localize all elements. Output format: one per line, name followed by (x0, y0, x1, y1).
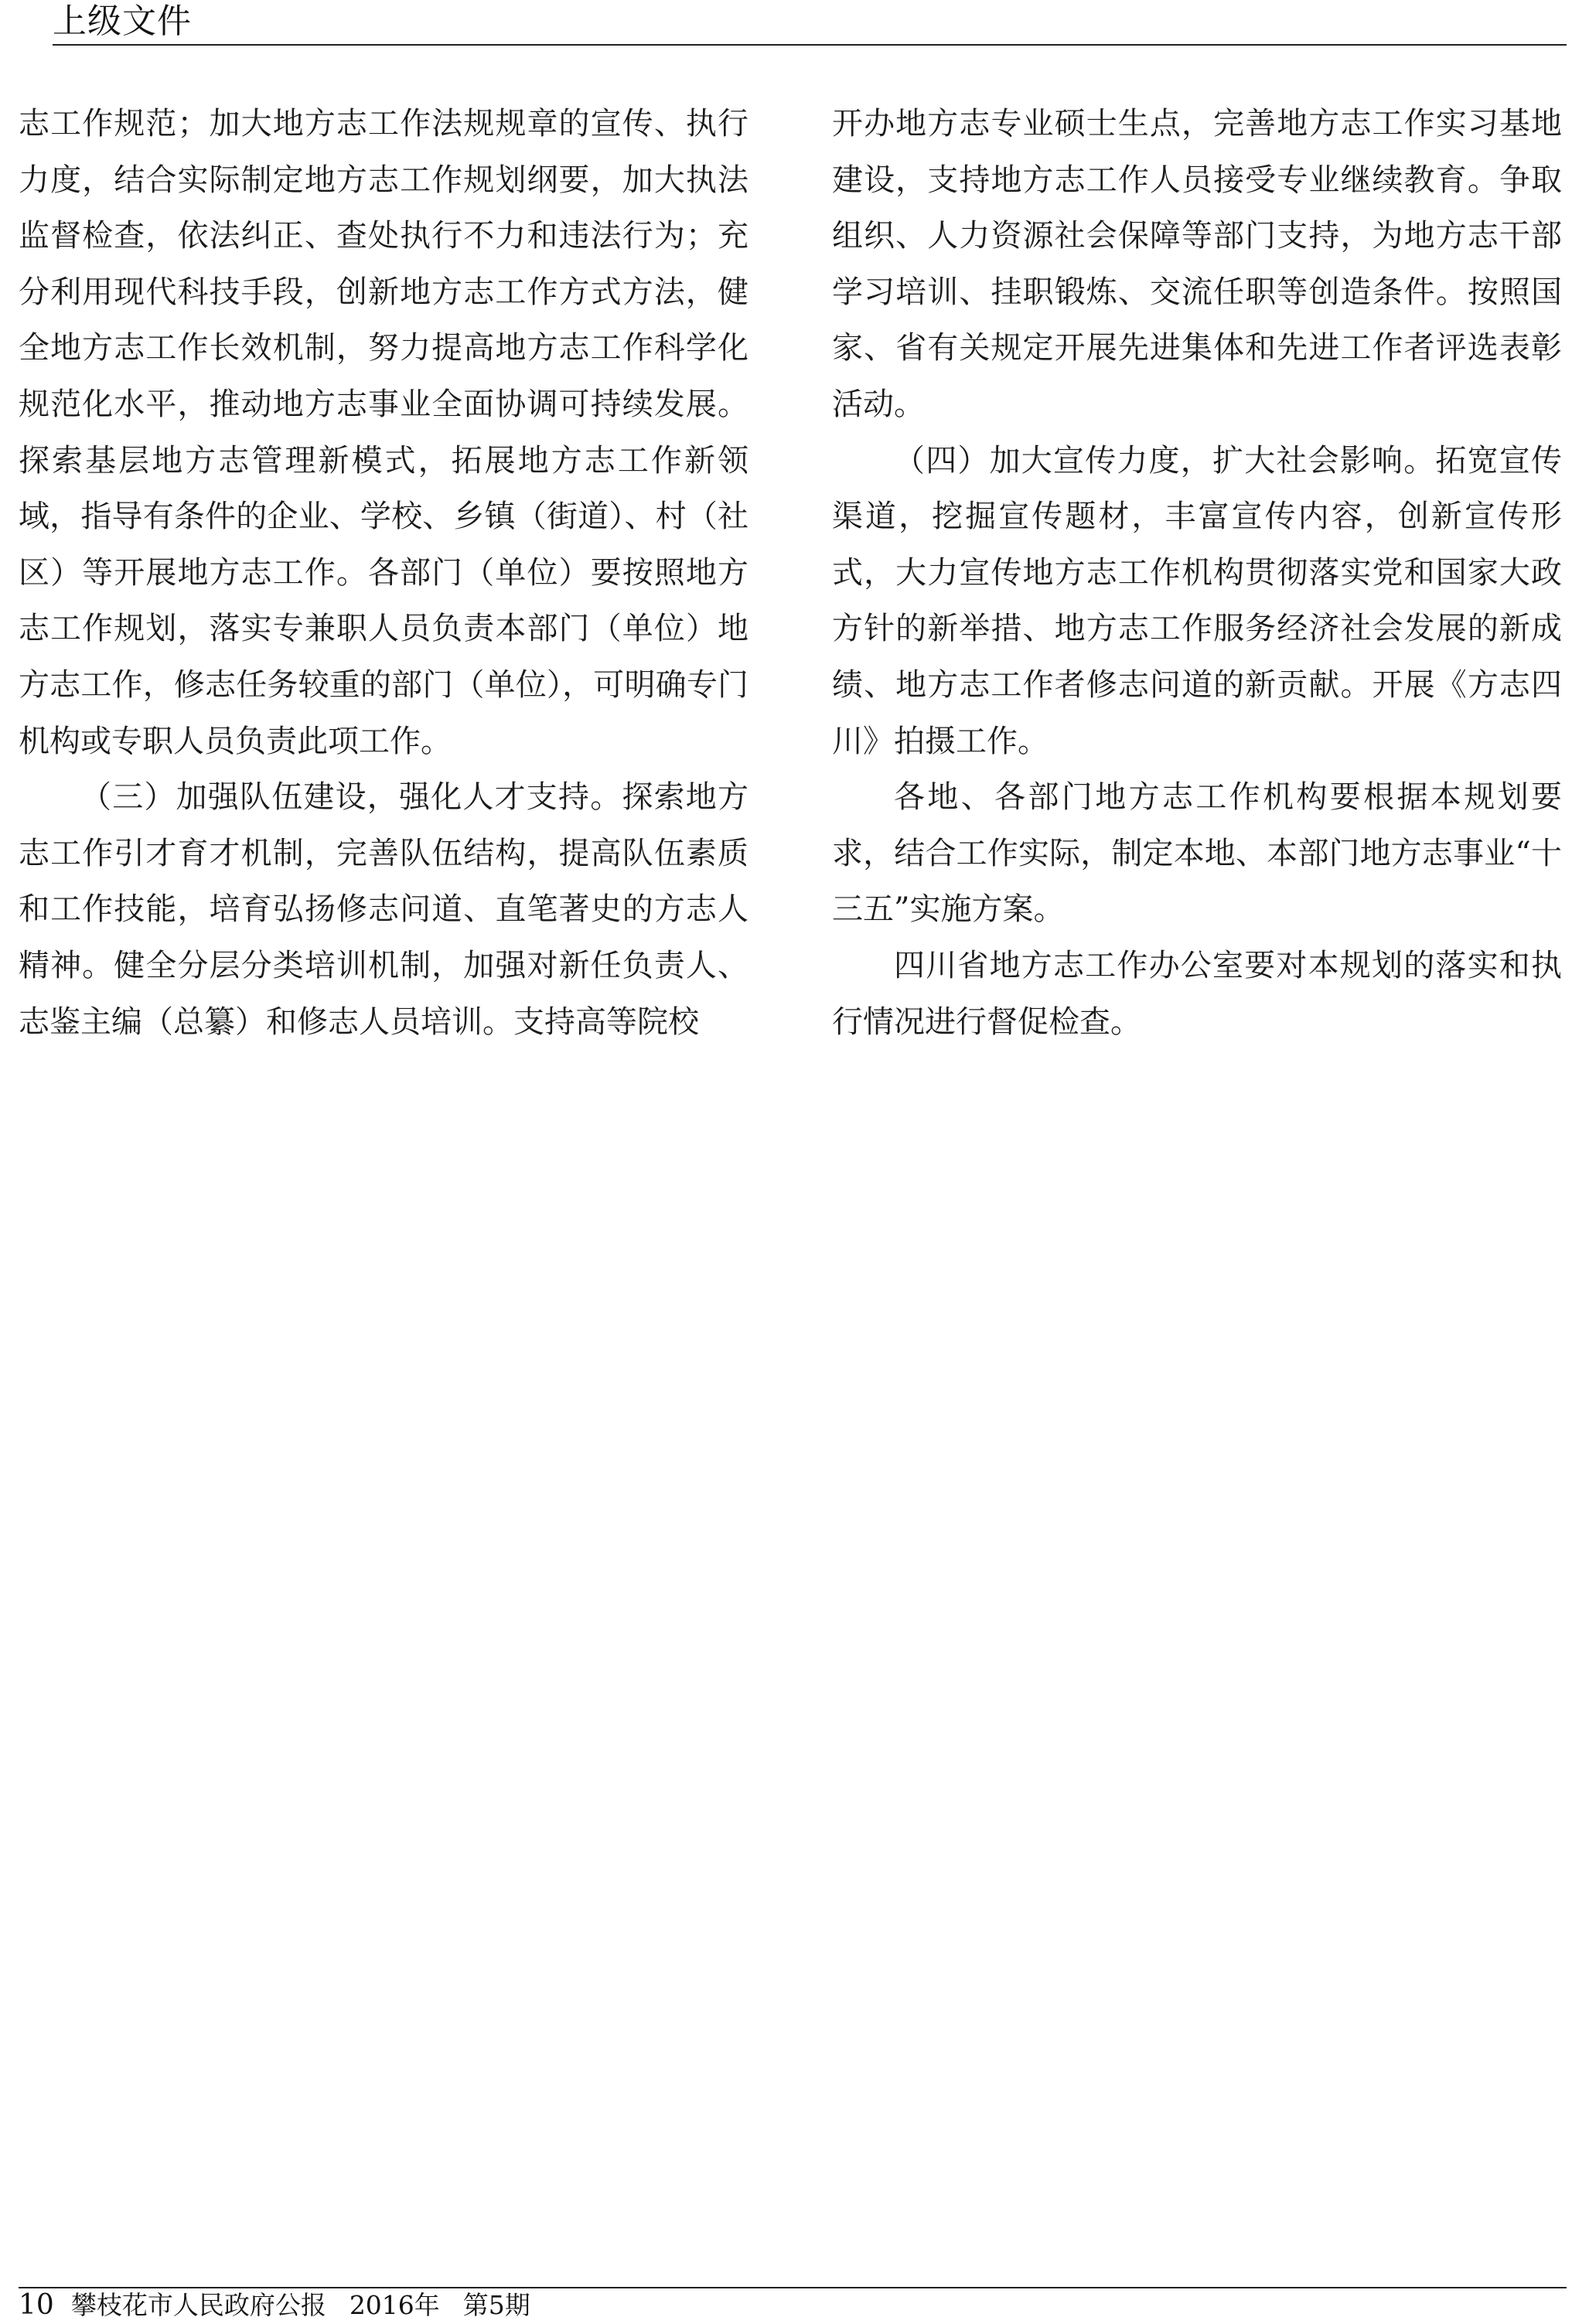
right-paragraph-3: 各地、各部门地方志工作机构要根据本规划要求，结合工作实际，制定本地、本部门地方志事业“十三五”实施方案。 (832, 779, 1562, 928)
section-title: 上级文件 (53, 2, 192, 41)
page-footer (19, 2290, 530, 2321)
header-divider (53, 44, 1567, 46)
left-paragraph-1: 志工作规范；加大地方志工作法规规章的宣传、执行力度，结合实际制定地方志工作规划纲要，加大执法监督检查，依法纠正、查处执行不力和违法行为；充分利用现代科技手段，创新地方志工作方式方法，健全地方志工作长效机制，努力提高地方志工作科学化规范化水平，推动地方志事业全面协调可持续发展。探索基层地方志管理新模式，拓展地方志工作新领域，指导有条件的企业、学校、乡镇（街道）、村（社区）等开展地方志工作。各部门（单位）要按照地方志工作规划，落实专兼职人员负责本部门（单位）地方志工作，修志任务较重的部门（单位），可明确专门机构或专职人员负责此项工作。 (19, 106, 748, 759)
right-paragraph-4: 四川省地方志工作办公室要对本规划的落实和执行情况进行督促检查。 (832, 947, 1562, 1040)
issue-number: 第5期 (462, 2290, 530, 2320)
publication-name: 攀枝花市人民政府公报 (70, 2290, 326, 2320)
footer-divider (19, 2287, 1567, 2288)
right-paragraph-1: 开办地方志专业硕士生点，完善地方志工作实习基地建设，支持地方志工作人员接受专业继续教育。争取组织、人力资源社会保障等部门支持，为地方志干部学习培训、挂职锻炼、交流任职等创造条件。按照国家、省有关规定开展先进集体和先进工作者评选表彰活动。 (832, 106, 1562, 422)
page-number: 10 (19, 2289, 54, 2321)
right-paragraph-2: （四）加大宣传力度，扩大社会影响。拓宽宣传渠道，挖掘宣传题材，丰富宣传内容，创新宣传形式，大力宣传地方志工作机构贯彻落实党和国家大政方针的新举措、地方志工作服务经济社会发展的新成绩、地方志工作者修志问道的新贡献。开展《方志四川》拍摄工作。 (832, 442, 1562, 759)
publication-year: 2016年 (349, 2290, 440, 2320)
left-paragraph-2: （三）加强队伍建设，强化人才支持。探索地方志工作引才育才机制，完善队伍结构，提高队伍素质和工作技能，培育弘扬修志问道、直笔著史的方志人精神。健全分层分类培训机制，加强对新任负责人、志鉴主编（总纂）和修志人员培训。支持高等院校 (19, 779, 748, 1040)
right-column (832, 96, 1562, 1050)
left-column (19, 96, 748, 1050)
